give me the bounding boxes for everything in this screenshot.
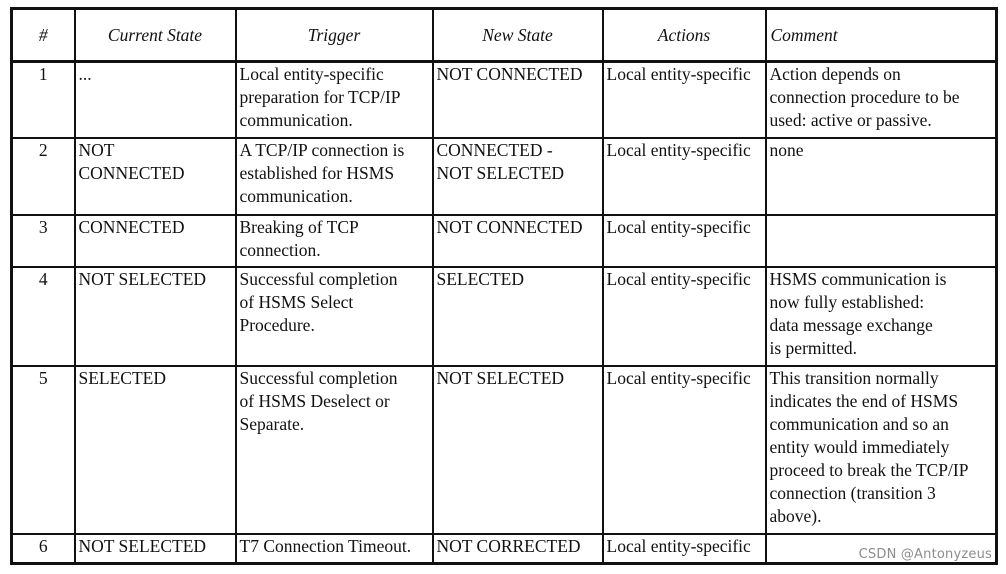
row-number: 4 (12, 267, 75, 366)
table-row (12, 62, 997, 139)
table-row (12, 215, 997, 267)
new-state-cell: NOT CONNECTED (433, 215, 603, 267)
trigger-cell: Successful completion of HSMS Deselect or Separate. (236, 366, 433, 534)
row-number: 6 (12, 534, 75, 564)
actions-cell: Local entity-specific (603, 366, 766, 534)
comment-cell: This transition normally indicates the end of HSMS communication and so an entity would immediately proceed to break the TCP/IP connection (transition 3 above). (766, 366, 997, 534)
current-state-cell: SELECTED (75, 366, 236, 534)
new-state-cell: NOT CORRECTED (433, 534, 603, 564)
trigger-cell: T7 Connection Timeout. (236, 534, 433, 564)
trigger-cell: Local entity-specific preparation for TCP/IP communication. (236, 62, 433, 139)
new-state-cell: SELECTED (433, 267, 603, 366)
row-number: 1 (12, 62, 75, 139)
row-number: 5 (12, 366, 75, 534)
new-state-cell: CONNECTED - NOT SELECTED (433, 138, 603, 215)
hsms-state-transition-table-container (10, 7, 995, 565)
trigger-cell: Successful completion of HSMS Select Procedure. (236, 267, 433, 366)
current-state-cell: NOT SELECTED (75, 534, 236, 564)
new-state-cell: NOT SELECTED (433, 366, 603, 534)
comment-cell: HSMS communication is now fully established: data message exchange is permitted. (766, 267, 997, 366)
row-number: 2 (12, 138, 75, 215)
current-state-cell: ... (75, 62, 236, 139)
table-row (12, 366, 997, 534)
header-current-state: Current State (75, 9, 236, 62)
table-row (12, 534, 997, 564)
actions-cell: Local entity-specific (603, 534, 766, 564)
table-row (12, 267, 997, 366)
trigger-cell: Breaking of TCP connection. (236, 215, 433, 267)
table-header-row (12, 9, 997, 62)
trigger-cell: A TCP/IP connection is established for HSMS communication. (236, 138, 433, 215)
current-state-cell: NOT CONNECTED (75, 138, 236, 215)
row-number: 3 (12, 215, 75, 267)
header-new-state: New State (433, 9, 603, 62)
current-state-cell: NOT SELECTED (75, 267, 236, 366)
actions-cell: Local entity-specific (603, 138, 766, 215)
header-comment: Comment (766, 9, 997, 62)
comment-cell: none (766, 138, 997, 215)
current-state-cell: CONNECTED (75, 215, 236, 267)
hsms-state-transition-table (10, 7, 998, 565)
header-number: # (12, 9, 75, 62)
actions-cell: Local entity-specific (603, 215, 766, 267)
table-row (12, 138, 997, 215)
source-watermark: CSDN @Antonyzeus (858, 547, 992, 562)
comment-cell: Action depends on connection procedure to be used: active or passive. (766, 62, 997, 139)
header-actions: Actions (603, 9, 766, 62)
header-trigger: Trigger (236, 9, 433, 62)
actions-cell: Local entity-specific (603, 62, 766, 139)
comment-cell (766, 215, 997, 267)
new-state-cell: NOT CONNECTED (433, 62, 603, 139)
actions-cell: Local entity-specific (603, 267, 766, 366)
